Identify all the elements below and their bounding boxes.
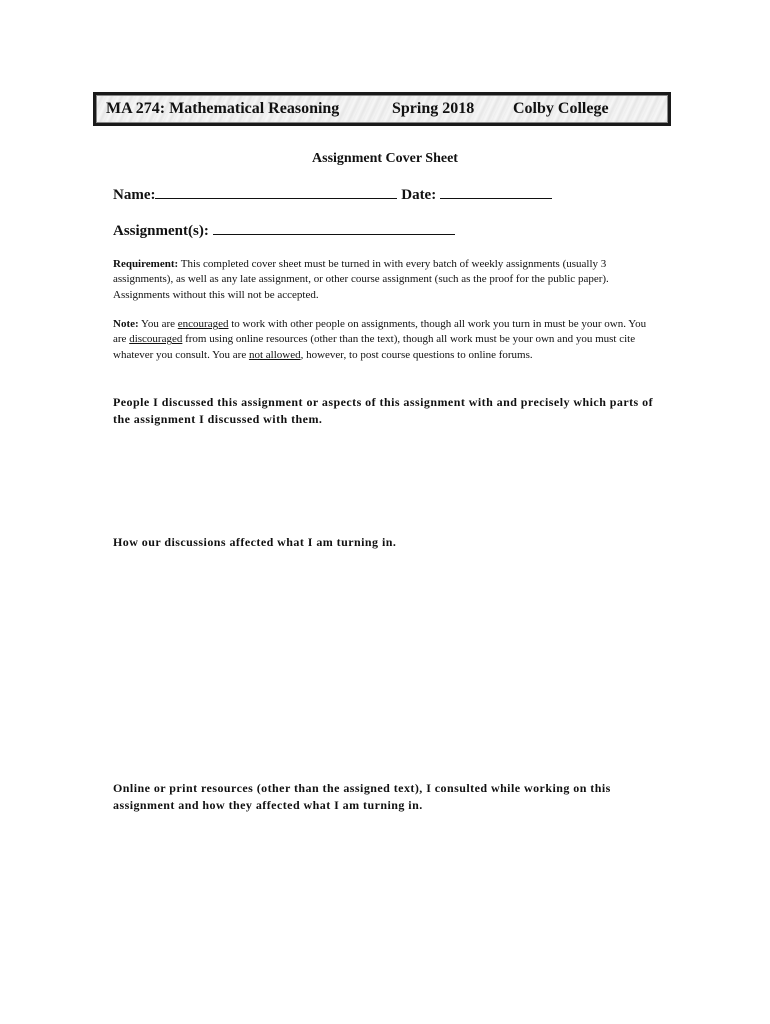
assignment-blank[interactable] xyxy=(213,222,455,235)
requirement-paragraph xyxy=(113,257,658,303)
note-encouraged: encouraged xyxy=(177,318,229,330)
note-not-allowed: not allowed xyxy=(248,348,301,361)
note-label: Note: xyxy=(113,318,139,330)
requirement-label: Requirement: xyxy=(113,258,179,270)
people-discussed-heading: People I discussed this assignment or aspects of this assignment with and precisely which parts of the assignment I discussed with them. xyxy=(113,395,654,426)
name-label: Name: xyxy=(113,187,156,203)
note-paragraph xyxy=(113,317,658,363)
note-text-3: from using online resources (other than the text), though all work must be your own and you must cite whatever you consult. You are xyxy=(113,333,636,361)
course-title: MA 274: Mathematical Reasoning xyxy=(106,100,340,117)
note-text-1: You are xyxy=(138,318,178,330)
requirement-text: This completed cover sheet must be turned in with every batch of weekly assignments (usually 3 assignments), as well as any late assignment, or other course assignment (such as the proof for the public paper). Assignments without this will not be accepted. xyxy=(113,258,609,301)
resources-heading: Online or print resources (other than the assigned text), I consulted while working on this assignment and how they affected what I am turning in. xyxy=(113,781,611,812)
note-discouraged: discouraged xyxy=(129,333,183,346)
note-text-2: to work with other people on assignments, though all work you turn in must be your own. You are xyxy=(113,318,647,346)
assignment-line xyxy=(113,222,455,240)
course-term: Spring 2018 xyxy=(392,100,475,117)
assignment-label: Assignment(s): xyxy=(113,223,209,239)
name-date-line xyxy=(113,186,552,204)
date-label: Date: xyxy=(401,187,437,203)
date-blank[interactable] xyxy=(440,186,552,199)
page-title: Assignment Cover Sheet xyxy=(312,151,458,166)
course-header-box xyxy=(93,92,671,126)
name-blank[interactable] xyxy=(155,186,397,199)
college-name: Colby College xyxy=(513,100,609,117)
note-text-4: , however, to post course questions to online forums. xyxy=(300,348,533,361)
discussions-effect-heading: How our discussions affected what I am turning in. xyxy=(113,535,397,549)
